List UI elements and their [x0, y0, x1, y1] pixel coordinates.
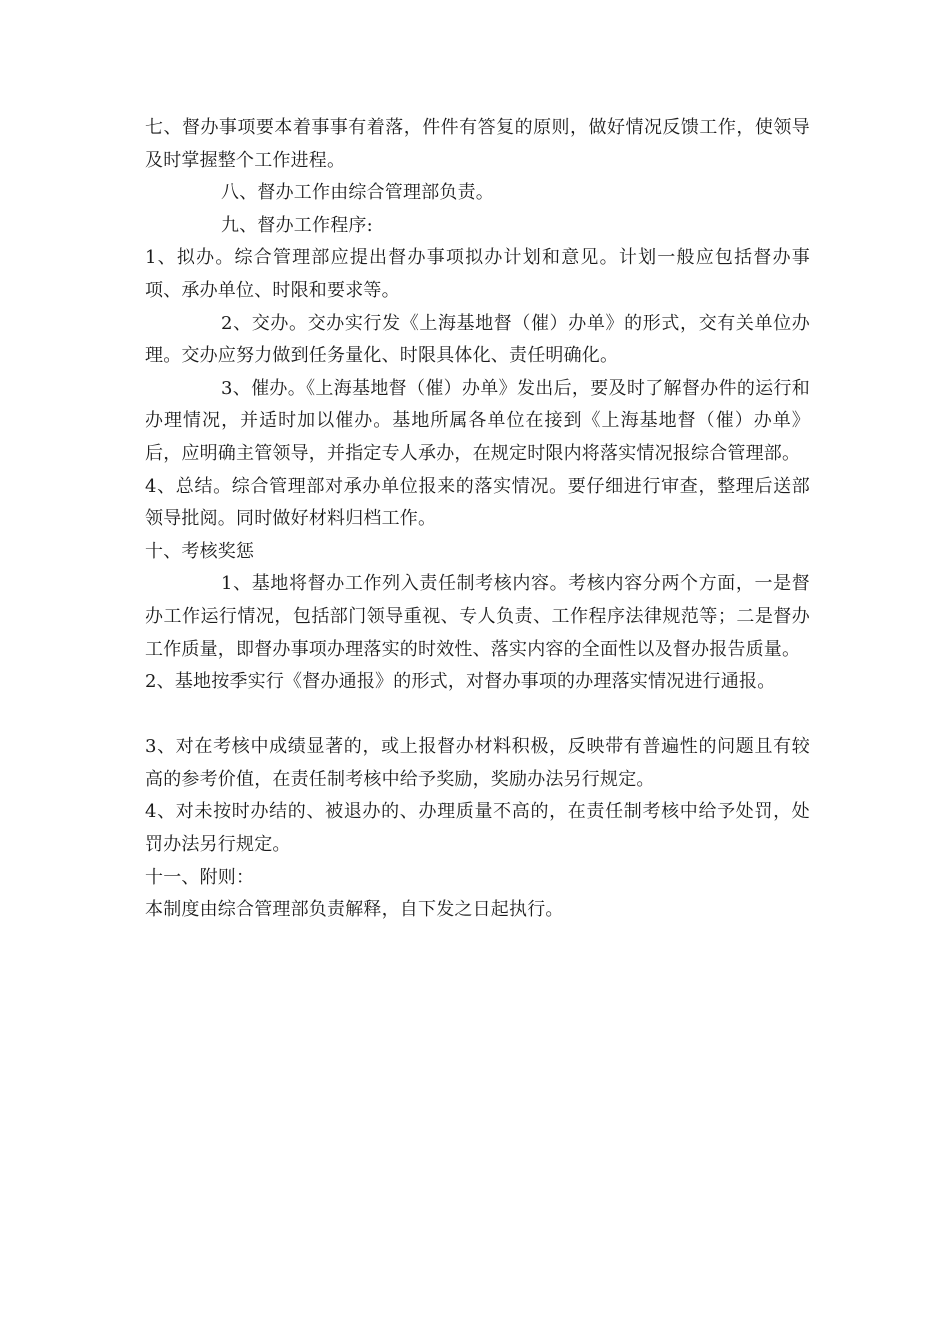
paragraph-item-9-4: 4、总结。综合管理部对承办单位报来的落实情况。要仔细进行审查，整理后送部领导批阅。同时做好材料归档工作。	[145, 475, 810, 530]
paragraph-item-9: 九、督办工作程序:	[221, 214, 373, 236]
paragraph-item-9-3: 3、催办。《上海基地督（催）办单》发出后，要及时了解督办件的运行和办理情况，并适时加以催办。基地所属各单位在接到《上海基地督（催）办单》后，应明确主管领导，并指定专人承办，在规定时限内将落实情况报综合管理部。	[145, 377, 810, 464]
paragraph-item-10-4: 4、对未按时办结的、被退办的、办理质量不高的，在责任制考核中给予处罚，处罚办法另行规定。	[145, 801, 810, 856]
paragraph-item-7: 七、督办事项要本着事事有着落，件件有答复的原则，做好情况反馈工作，使领导及时掌握整个工作进程。	[145, 117, 810, 171]
document-body	[145, 112, 810, 927]
paragraph-item-9-2: 2、交办。交办实行发《上海基地督（催）办单》的形式，交有关单位办理。交办应努力做到任务量化、时限具体化、责任明确化。	[145, 312, 810, 367]
paragraph-item-11-1: 本制度由综合管理部负责解释，自下发之日起执行。	[145, 899, 564, 921]
paragraph-item-8: 八、督办工作由综合管理部负责。	[221, 182, 494, 204]
paragraph-item-9-1: 1、拟办。综合管理部应提出督办事项拟办计划和意见。计划一般应包括督办事项、承办单位、时限和要求等。	[145, 247, 810, 301]
paragraph-item-10-1: 1、基地将督办工作列入责任制考核内容。考核内容分两个方面，一是督办工作运行情况，包括部门领导重视、专人负责、工作程序法律规范等；二是督办工作质量，即督办事项办理落实的时效性、落实内容的全面性以及督办报告质量。	[145, 573, 810, 660]
section-heading-item-11: 十一、附则：	[145, 866, 255, 888]
paragraph-item-10-3: 3、对在考核中成绩显著的，或上报督办材料积极，反映带有普遍性的问题且有较高的参考价值，在责任制考核中给予奖励，奖励办法另行规定。	[145, 736, 810, 790]
section-heading-item-10: 十、考核奖惩	[145, 540, 255, 562]
blank-line	[145, 699, 810, 732]
paragraph-item-10-2: 2、基地按季实行《督办通报》的形式，对督办事项的办理落实情况进行通报。	[145, 671, 776, 693]
